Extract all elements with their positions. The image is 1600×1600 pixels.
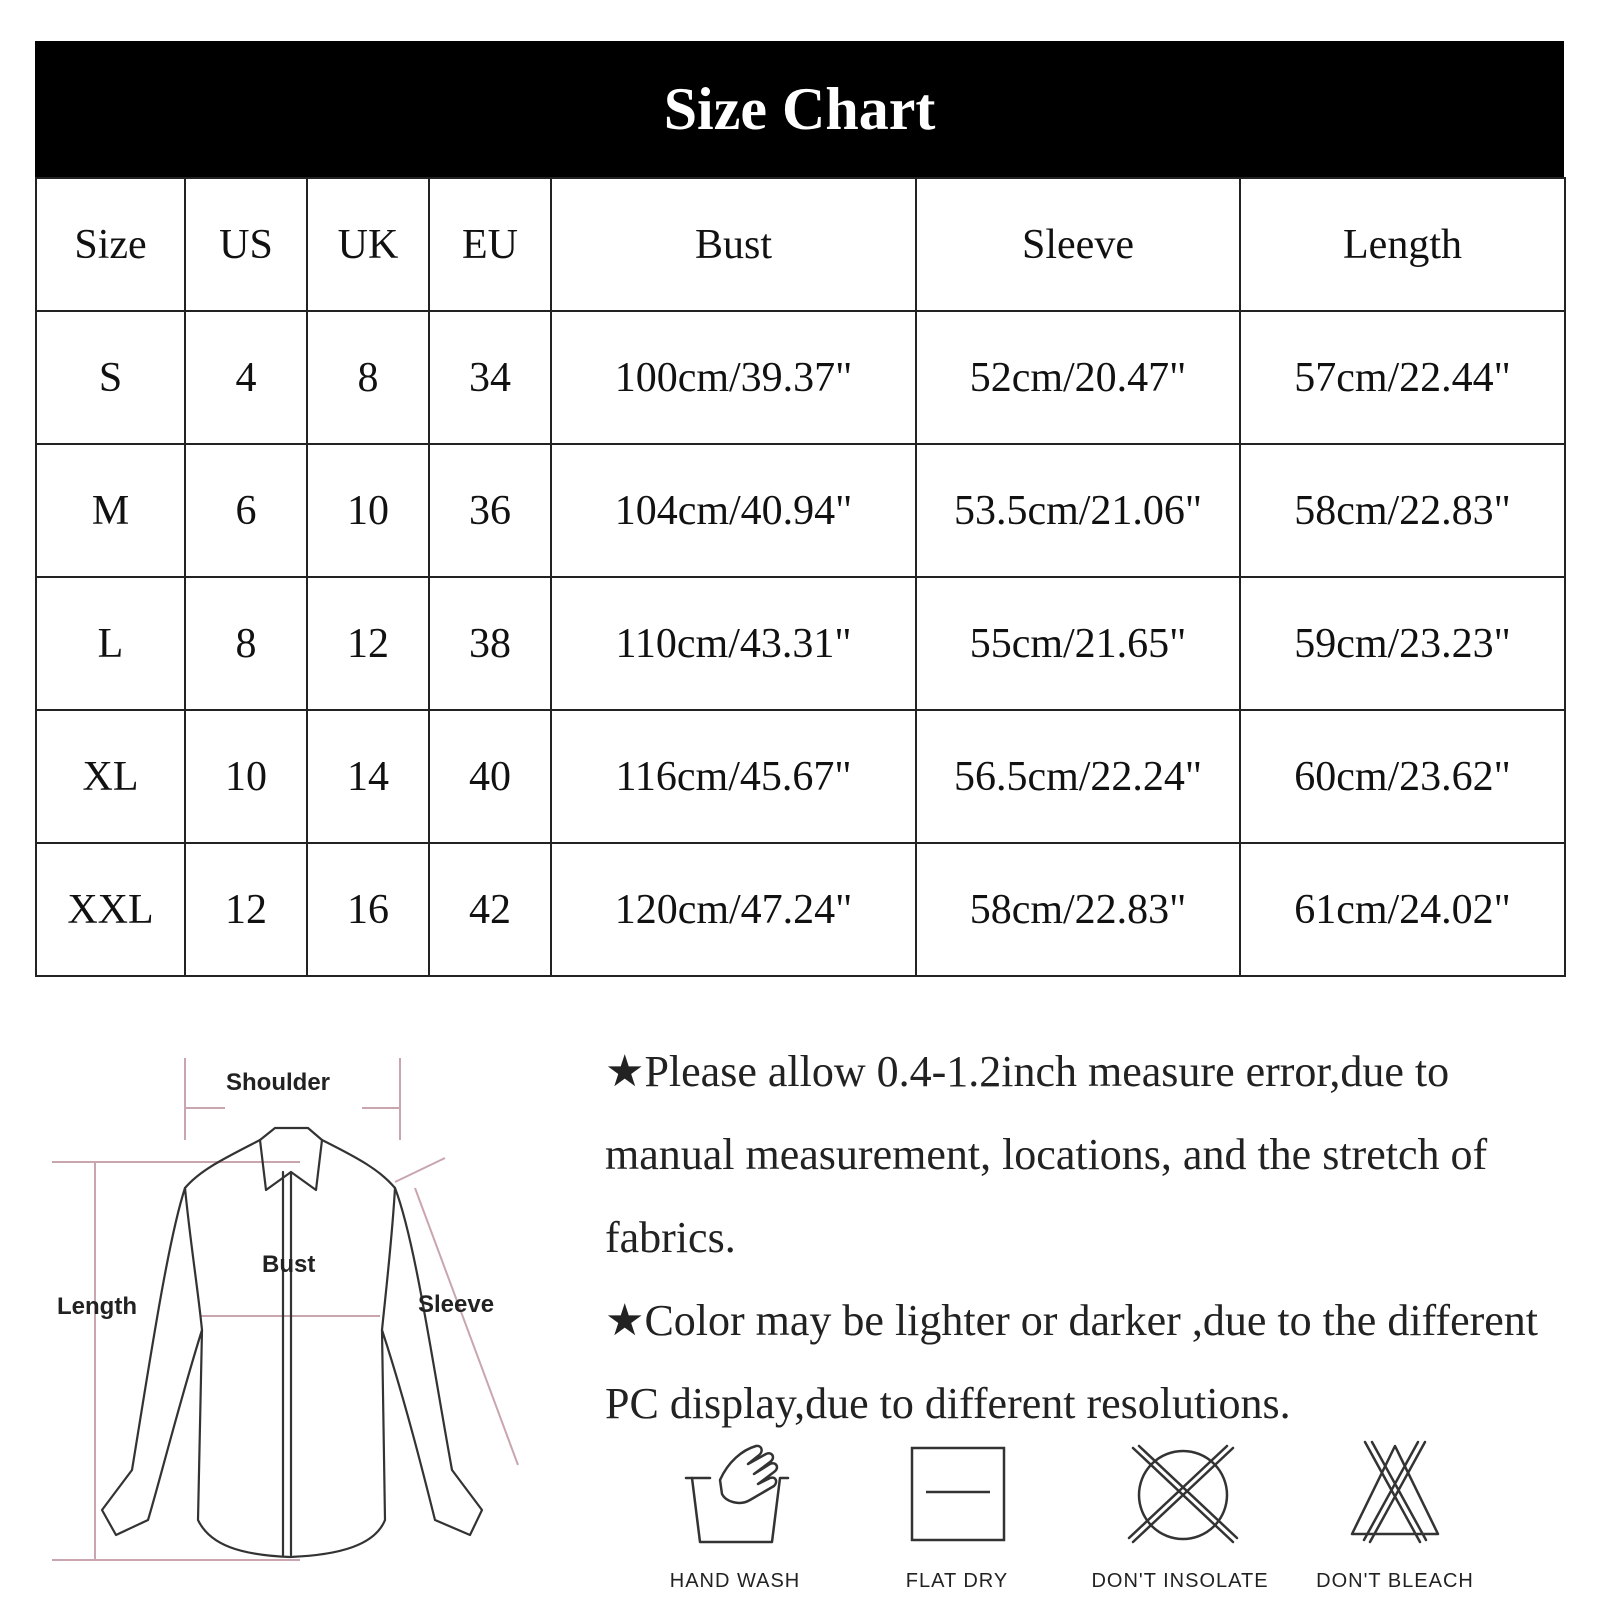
shirt-measurement-diagram	[40, 1040, 560, 1590]
length-label: Length	[57, 1293, 137, 1320]
table-cell: 12	[185, 843, 307, 976]
table-cell: 57cm/22.44"	[1240, 311, 1565, 444]
table-header-row	[36, 178, 1565, 311]
table-row	[36, 311, 1565, 444]
chart-title: Size Chart	[35, 41, 1564, 177]
table-cell: 40	[429, 710, 551, 843]
table-cell: 34	[429, 311, 551, 444]
table-cell: XL	[36, 710, 185, 843]
table-cell: 56.5cm/22.24"	[916, 710, 1240, 843]
table-cell: 100cm/39.37"	[551, 311, 916, 444]
table-cell: L	[36, 577, 185, 710]
note-color-difference: ★Color may be lighter or darker ,due to the different PC display,due to different resolutions.	[605, 1296, 1539, 1428]
shoulder-label: Shoulder	[226, 1069, 331, 1096]
table-row	[36, 710, 1565, 843]
measurement-notes	[605, 1030, 1580, 1445]
header-sleeve: Sleeve	[916, 178, 1240, 311]
table-cell: 38	[429, 577, 551, 710]
table-cell: 10	[307, 444, 429, 577]
table-cell: S	[36, 311, 185, 444]
table-cell: M	[36, 444, 185, 577]
table-cell: XXL	[36, 843, 185, 976]
table-cell: 6	[185, 444, 307, 577]
header-us: US	[185, 178, 307, 311]
table-cell: 116cm/45.67"	[551, 710, 916, 843]
care-label-dont-bleach: DON'T BLEACH	[1316, 1570, 1474, 1592]
dont-insolate-icon	[1125, 1440, 1245, 1550]
size-table	[35, 177, 1566, 977]
note-measure-error: ★Please allow 0.4-1.2inch measure error,due to manual measurement, locations, and the stretch of fabrics.	[605, 1047, 1488, 1262]
table-cell: 14	[307, 710, 429, 843]
care-item-hand-wash	[640, 1440, 830, 1600]
header-size: Size	[36, 178, 185, 311]
header-bust: Bust	[551, 178, 916, 311]
dont-bleach-icon	[1340, 1440, 1450, 1550]
table-cell: 58cm/22.83"	[1240, 444, 1565, 577]
table-cell: 8	[307, 311, 429, 444]
care-item-flat-dry	[862, 1440, 1052, 1600]
table-cell: 59cm/23.23"	[1240, 577, 1565, 710]
table-cell: 55cm/21.65"	[916, 577, 1240, 710]
table-cell: 16	[307, 843, 429, 976]
table-row	[36, 577, 1565, 710]
care-label-dont-insolate: DON'T INSOLATE	[1091, 1570, 1269, 1592]
care-item-dont-insolate	[1085, 1440, 1275, 1600]
table-cell: 60cm/23.62"	[1240, 710, 1565, 843]
table-cell: 120cm/47.24"	[551, 843, 916, 976]
table-cell: 104cm/40.94"	[551, 444, 916, 577]
table-cell: 10	[185, 710, 307, 843]
table-cell: 110cm/43.31"	[551, 577, 916, 710]
table-cell: 53.5cm/21.06"	[916, 444, 1240, 577]
table-cell: 8	[185, 577, 307, 710]
header-length: Length	[1240, 178, 1565, 311]
care-label-hand-wash: HAND WASH	[669, 1570, 801, 1592]
table-cell: 61cm/24.02"	[1240, 843, 1565, 976]
table-cell: 36	[429, 444, 551, 577]
hand-wash-icon	[680, 1440, 800, 1550]
table-cell: 12	[307, 577, 429, 710]
table-cell: 42	[429, 843, 551, 976]
table-cell: 58cm/22.83"	[916, 843, 1240, 976]
table-row	[36, 843, 1565, 976]
bust-label: Bust	[262, 1251, 316, 1278]
table-cell: 4	[185, 311, 307, 444]
header-uk: UK	[307, 178, 429, 311]
sleeve-label: Sleeve	[418, 1291, 495, 1318]
header-eu: EU	[429, 178, 551, 311]
care-item-dont-bleach	[1300, 1440, 1490, 1600]
table-row	[36, 444, 1565, 577]
flat-dry-icon	[902, 1440, 1012, 1550]
care-label-flat-dry: FLAT DRY	[905, 1570, 1009, 1592]
table-cell: 52cm/20.47"	[916, 311, 1240, 444]
shirt-diagram-icon	[40, 1040, 560, 1590]
